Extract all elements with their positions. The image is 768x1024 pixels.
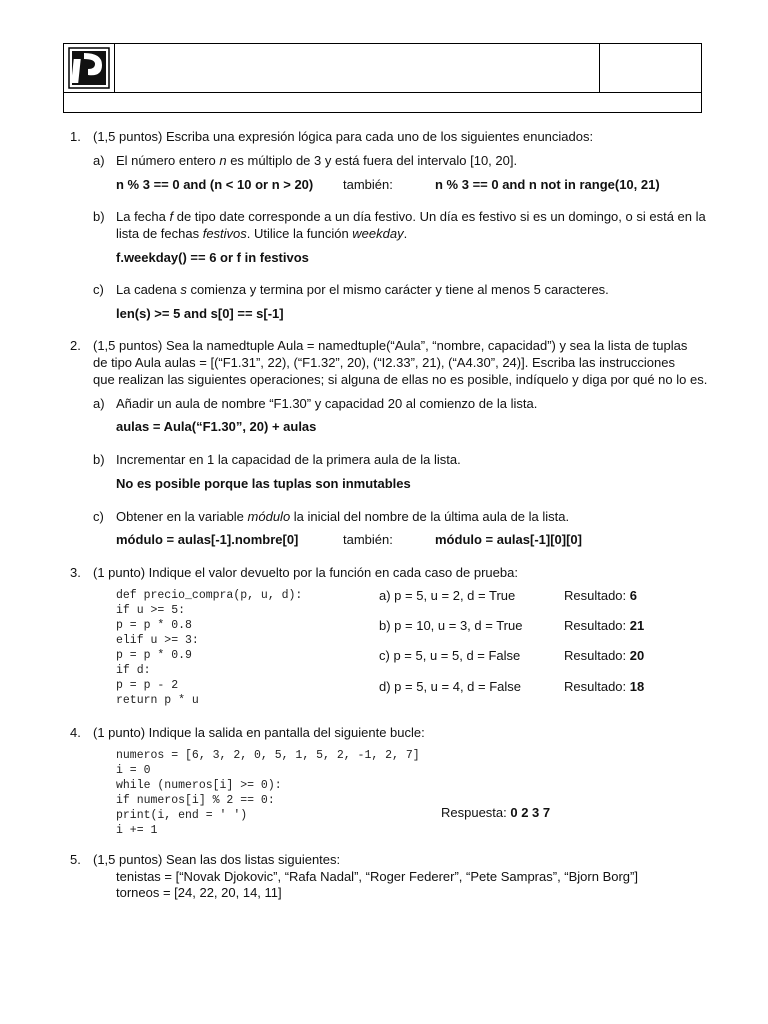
q1b-answer: f.weekday() == 6 or f in festivos xyxy=(116,250,309,265)
q5-list-torneos: torneos = [24, 22, 20, 14, 11] xyxy=(116,885,282,900)
q1a-text: El número entero n es múltiplo de 3 y está fuera del intervalo [10, 20]. xyxy=(116,153,518,168)
q3-result-d: Resultado: 18 xyxy=(564,679,645,694)
university-logo-icon xyxy=(68,47,110,89)
q3-code-line: p = p * 0.9 xyxy=(116,649,192,662)
q2a-text: Añadir un aula de nombre “F1.30” y capacidad 20 al comienzo de la lista. xyxy=(116,396,538,411)
q2c-answer: módulo = aulas[-1].nombre[0] xyxy=(116,532,299,547)
q2c-answer-alt: módulo = aulas[-1][0][0] xyxy=(435,532,582,547)
q2b-answer: No es posible porque las tuplas son inmutables xyxy=(116,476,411,491)
q4-code-line: i = 0 xyxy=(116,764,151,777)
q1-number: 1. xyxy=(70,129,81,144)
q1c-text: La cadena s comienza y termina por el mismo carácter y tiene al menos 5 caracteres. xyxy=(116,282,609,297)
header-divider-v2 xyxy=(599,43,600,92)
q3-code-line: return p * u xyxy=(116,694,199,707)
q3-result-c: Resultado: 20 xyxy=(564,648,645,663)
q1a-answer: n % 3 == 0 and (n < 10 or n > 20) xyxy=(116,177,314,192)
q3-statement: (1 punto) Indique el valor devuelto por la función en cada caso de prueba: xyxy=(93,565,518,580)
q3-case-b: b) p = 10, u = 3, d = True xyxy=(379,618,523,633)
q1a-label: a) xyxy=(93,153,105,168)
q4-code-line: while (numeros[i] >= 0): xyxy=(116,779,282,792)
q2a-answer: aulas = Aula(“F1.30”, 20) + aulas xyxy=(116,419,317,434)
q3-result-a: Resultado: 6 xyxy=(564,588,637,603)
q5-list-tenistas: tenistas = [“Novak Djokovic”, “Rafa Nadal”, “Roger Federer”, “Pete Sampras”, “Bjorn Borg”] xyxy=(116,869,638,884)
q3-code-line: def precio_compra(p, u, d): xyxy=(116,589,303,602)
q2c-text: Obtener en la variable módulo la inicial del nombre de la última aula de la lista. xyxy=(116,509,570,524)
q3-case-a: a) p = 5, u = 2, d = True xyxy=(379,588,516,603)
q3-case-d: d) p = 5, u = 4, d = False xyxy=(379,679,522,694)
q1b-label: b) xyxy=(93,209,105,224)
q4-code-line: numeros = [6, 3, 2, 0, 5, 1, 5, 2, -1, 2, 7] xyxy=(116,749,420,762)
q3-result-b: Resultado: 21 xyxy=(564,618,645,633)
q1b-text-line1: La fecha f de tipo date corresponde a un día festivo. Un día es festivo si es un domingo, o si está en la xyxy=(116,209,706,224)
q2c-label: c) xyxy=(93,509,104,524)
q2b-label: b) xyxy=(93,452,105,467)
q1a-answer-alt: n % 3 == 0 and n not in range(10, 21) xyxy=(435,177,660,192)
q4-code-line: i += 1 xyxy=(116,824,158,837)
q1b-text-line2: lista de fechas festivos. Utilice la función weekday. xyxy=(116,226,408,241)
q3-code-line: if u >= 5: xyxy=(116,604,186,617)
q4-statement: (1 punto) Indique la salida en pantalla del siguiente bucle: xyxy=(93,725,425,740)
q4-code-line: if numeros[i] % 2 == 0: xyxy=(116,794,275,807)
q2c-also: también: xyxy=(343,532,393,547)
q4-answer: Respuesta: 0 2 3 7 xyxy=(441,805,551,820)
q5-statement: (1,5 puntos) Sean las dos listas siguientes: xyxy=(93,852,341,867)
q4-number: 4. xyxy=(70,725,81,740)
header-divider-v1 xyxy=(114,43,115,92)
q3-code-line: p = p - 2 xyxy=(116,679,179,692)
q1c-answer: len(s) >= 5 and s[0] == s[-1] xyxy=(116,306,284,321)
q1-statement: (1,5 puntos) Escriba una expresión lógica para cada uno de los siguientes enunciados: xyxy=(93,129,594,144)
q2b-text: Incrementar en 1 la capacidad de la primera aula de la lista. xyxy=(116,452,461,467)
q3-number: 3. xyxy=(70,565,81,580)
q2-number: 2. xyxy=(70,338,81,353)
q2-statement-line3: que realizan las siguientes operaciones; si alguna de ellas no es posible, indíquelo y diga por qué no lo es. xyxy=(93,372,708,387)
q1c-label: c) xyxy=(93,282,104,297)
q5-number: 5. xyxy=(70,852,81,867)
q2-statement-line1: (1,5 puntos) Sea la namedtuple Aula = namedtuple(“Aula”, “nombre, capacidad”) y sea la lista de tuplas xyxy=(93,338,688,353)
q1a-also: también: xyxy=(343,177,393,192)
q4-code-line: print(i, end = ' ') xyxy=(116,809,248,822)
q3-code-line: elif u >= 3: xyxy=(116,634,199,647)
q3-code-line: p = p * 0.8 xyxy=(116,619,192,632)
q3-case-c: c) p = 5, u = 5, d = False xyxy=(379,648,521,663)
q3-code-line: if d: xyxy=(116,664,151,677)
q2a-label: a) xyxy=(93,396,105,411)
q2-statement-line2: de tipo Aula aulas = [(“F1.31”, 22), (“F1.32”, 20), (“I2.33”, 21), (“A4.30”, 24)]. Escriba las instrucciones xyxy=(93,355,675,370)
header-divider-h xyxy=(63,92,702,93)
header-table xyxy=(63,43,702,113)
